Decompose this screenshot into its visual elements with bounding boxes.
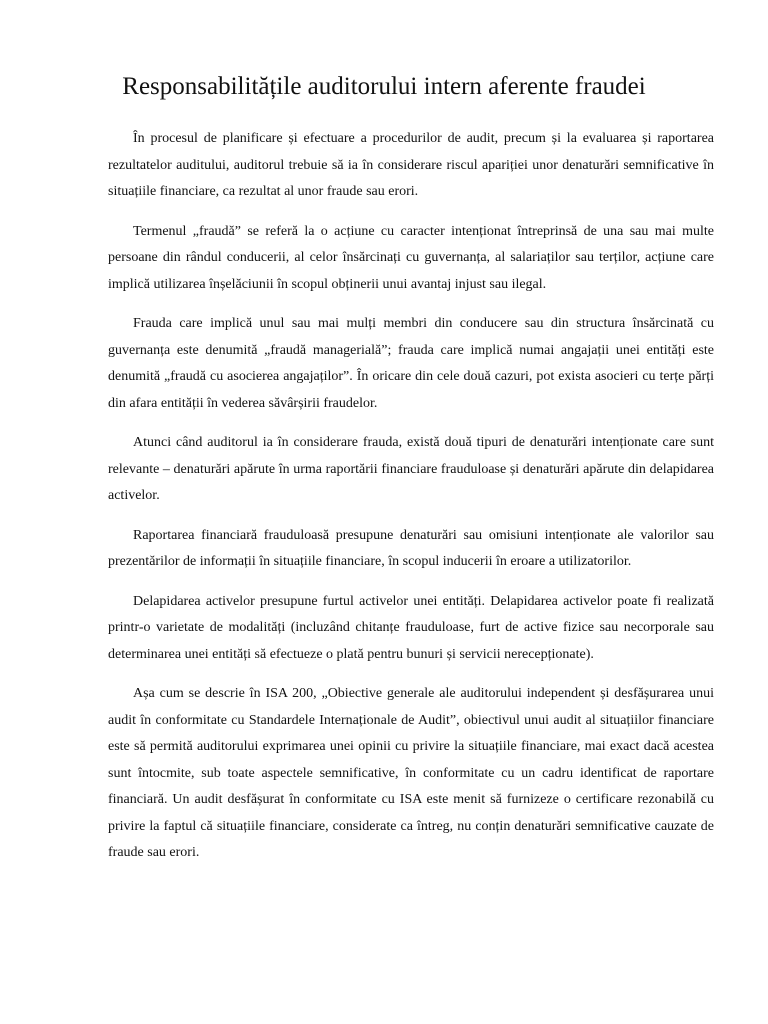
paragraph-7: Așa cum se descrie în ISA 200, „Obiective generale ale auditorului independent și desfășurarea unui audit în conformitate cu Standardele Internaționale de Audit”, obiectivul unui audit al situațiilor financiare este să permită auditorului exprimarea unei opinii cu privire la situațiile financiare, mai exact dacă acestea sunt întocmite, sub toate aspectele semnificative, în conformitate cu un cadru identificat de raportare financiară. Un audit desfășurat în conformitate cu ISA este menit să furnizeze o certificare rezonabilă cu privire la faptul că situațiile financiare, considerate ca întreg, nu conțin denaturări semnificative cauzate de fraude sau erori. [108, 686, 714, 860]
paragraph-4: Atunci când auditorul ia în considerare frauda, există două tipuri de denaturări intenționate care sunt relevante – denaturări apărute în urma raportării financiare frauduloase și denaturări apărute din delapidarea activelor. [108, 435, 714, 503]
paragraph-2: Termenul „fraudă” se referă la o acțiune cu caracter intenționat întreprinsă de una sau mai multe persoane din rândul conducerii, al celor însărcinați cu guvernanța, al salariaților sau terților, acțiune care implică utilizarea înșelăciunii în scopul obținerii unui avantaj injust sau ilegal. [108, 223, 714, 292]
paragraph-3: Frauda care implică unul sau mai mulți membri din conducere sau din structura însărcinată cu guvernanța este denumită „fraudă managerială”; frauda care implică numai angajații unei entități este denumită „fraudă cu asocierea angajaților”. În oricare din cele două cazuri, pot exista asocieri cu terțe părți din afara entității în vederea săvârșirii fraudelor. [108, 316, 714, 411]
paragraph-6: Delapidarea activelor presupune furtul activelor unei entități. Delapidarea activelor poate fi realizată printr-o varietate de modalități (incluzând chitanțe frauduloase, furt de active fizice sau necorporale sau determinarea unei entități să efectueze o plată pentru bunuri și servicii nerecepționate). [108, 593, 714, 662]
paragraph-1: În procesul de planificare și efectuare a procedurilor de audit, precum și la evaluarea și raportarea rezultatelor auditului, auditorul trebuie să ia în considerare riscul apariției unor denaturări semnificative în situațiile financiare, ca rezultat al unor fraude sau erori. [108, 131, 714, 199]
paragraph-5: Raportarea financiară frauduloasă presupune denaturări sau omisiuni intenționate ale valorilor sau prezentărilor de informații în situațiile financiare, în scopul inducerii în eroare a utilizatorilor. [108, 527, 714, 569]
document-title: Responsabilitățile auditorului intern aferente fraudei [122, 73, 646, 100]
